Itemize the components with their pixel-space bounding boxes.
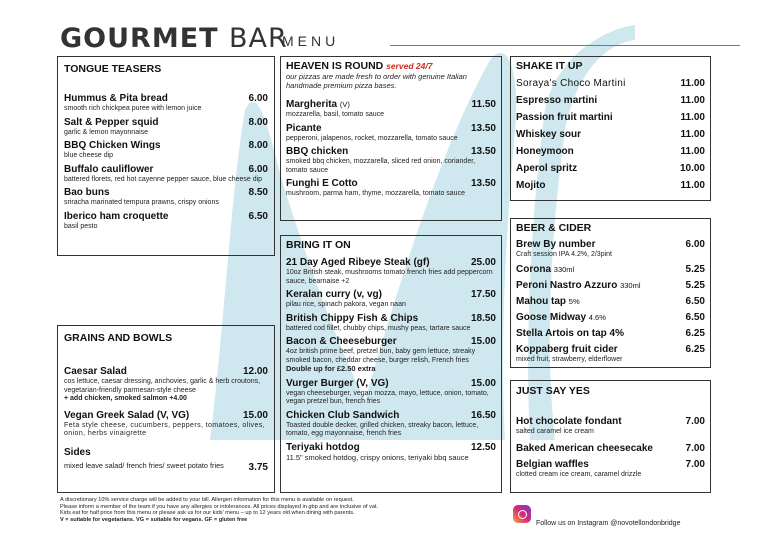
item-price: 15.00 (470, 377, 496, 389)
item-desc: mozzarella, basil, tomato sauce (286, 111, 385, 118)
list-item (286, 442, 496, 463)
instagram-icon[interactable] (513, 505, 531, 523)
item-desc: sriracha marinated tempura prawns, crispy onions (64, 199, 219, 206)
item-price: 8.50 (248, 187, 268, 198)
item-desc: pepperoni, jalapenos, rocket, mozzarella, tomato sauce (286, 134, 458, 142)
item-price: 18.50 (470, 312, 496, 324)
item-desc (286, 348, 496, 375)
section-title: BEER & CIDER (516, 222, 592, 234)
item-name: Salt & Pepper squid (64, 116, 159, 128)
list-item (286, 257, 496, 286)
beer-cider-section (510, 218, 711, 368)
item-price: 6.00 (685, 239, 705, 250)
list-item (286, 313, 496, 334)
footer-line: V = suitable for vegetarians. VG = suitable for vegans. GF = gluten free (60, 516, 248, 523)
item-name: Keralan curry (v, vg) (286, 289, 382, 300)
item-desc: Feta style cheese, cucumbers, peppers, tomatoes, olives, onion, herbs vinaigrette (64, 421, 265, 437)
item-name: Funghi E Cotto (286, 178, 358, 189)
item-price: 7.00 (685, 442, 705, 454)
item-price: 16.50 (470, 409, 496, 421)
item-price: 12.00 (242, 366, 268, 377)
item-name (516, 296, 705, 308)
section-title-text: HEAVEN IS ROUND (286, 60, 384, 72)
list-item (516, 95, 705, 107)
item-price: 6.25 (685, 327, 705, 339)
item-price: 6.00 (248, 163, 268, 175)
item-price: 13.50 (470, 122, 496, 134)
item-name: Passion fruit martini (516, 112, 613, 123)
item-price: 7.00 (685, 458, 705, 470)
item-price: 8.00 (248, 140, 268, 151)
list-item (286, 378, 496, 407)
item-price: 5.25 (685, 263, 705, 275)
item-price: 11.00 (680, 180, 705, 191)
item-tag: (V) (339, 100, 350, 109)
section-title: BRING IT ON (286, 239, 351, 251)
item-price: 6.50 (685, 295, 705, 307)
item-price: 5.25 (685, 279, 705, 291)
list-item (516, 459, 705, 480)
item-size: 330ml (553, 264, 575, 274)
item-extra: Double up for £2.50 extra (286, 364, 376, 373)
list-item (516, 443, 705, 455)
item-price: 6.00 (248, 93, 268, 104)
list-item (516, 239, 705, 260)
item-price: 6.50 (685, 311, 705, 323)
item-extra: + add chicken, smoked salmon +4.00 (64, 395, 187, 402)
section-title: SHAKE IT UP (516, 60, 583, 72)
pizza-intro: our pizzas are made fresh to order with genuine Italian handmade premium pizza bases. (286, 72, 467, 90)
brand-word-bar: BAR (228, 23, 288, 54)
item-desc: mixed fruit, strawberry, elderflower (516, 355, 623, 363)
item-name (516, 312, 705, 324)
item-price: 13.50 (470, 178, 496, 189)
item-name: Picante (286, 122, 322, 134)
list-item (286, 146, 496, 175)
item-desc: Toasted double decker, grilled chicken, streaky bacon, lettuce, tomato, egg mayonnaise, french fries (286, 421, 479, 437)
item-name: Vegan Greek Salad (V, VG) (64, 409, 190, 421)
item-desc: battered florets, red hot cayenne pepper sauce, blue cheese dip (64, 175, 263, 183)
item-abv: 4.6% (588, 312, 606, 322)
list-item (286, 99, 496, 120)
item-name: Iberico ham croquette (64, 210, 169, 222)
item-name: Belgian waffles (516, 458, 589, 470)
list-item (64, 93, 268, 114)
item-name: Brew By number (516, 239, 596, 250)
footer-line: A discretionary 10% service charge will be added to your bill. Allergen information for this menu is available on request. (60, 497, 354, 503)
item-desc: blue cheese dip (64, 152, 114, 159)
menu-word: MENU (282, 33, 340, 49)
list-item (286, 336, 496, 375)
item-price: 11.00 (680, 112, 705, 123)
list-item (516, 344, 705, 365)
item-size: 330ml (620, 280, 641, 290)
list-item (64, 117, 268, 138)
list-item (64, 187, 268, 208)
item-price: 6.25 (685, 343, 705, 355)
list-item (64, 366, 268, 404)
item-name: BBQ Chicken Wings (64, 140, 161, 151)
item-price: 11.00 (680, 129, 705, 140)
list-item (286, 289, 496, 310)
item-price: 11.00 (680, 95, 705, 106)
menu-header (60, 24, 740, 54)
item-name-text: Margherita (286, 99, 338, 110)
list-item (516, 416, 705, 437)
footer-notes (60, 497, 510, 523)
list-item (516, 280, 705, 292)
item-name: Aperol spritz (516, 163, 578, 174)
item-price: 11.00 (680, 146, 705, 157)
list-item (516, 180, 705, 192)
list-item (64, 164, 268, 185)
item-name: Baked American cheesecake (516, 442, 653, 454)
grains-bowls-section (57, 325, 275, 493)
item-desc: smoked bbq chicken, mozzarella, sliced red onion, coriander, tomato sauce (286, 158, 476, 174)
list-item (64, 410, 268, 439)
item-price: 12.50 (470, 441, 496, 453)
item-desc: 10oz British steak, mushrooms tomato french fries add peppercorn sauce, bearnaise +2 (286, 269, 493, 285)
item-desc: salted caramel ice cream (516, 428, 594, 435)
item-name: Sides (64, 446, 91, 458)
item-name: Buffalo cauliflower (64, 163, 154, 175)
brand-word-gourmet: GOURMET (60, 23, 219, 54)
item-price: 13.50 (470, 146, 496, 157)
item-name: Chicken Club Sandwich (286, 409, 400, 421)
item-name: British Chippy Fish & Chips (286, 312, 419, 324)
item-name: Honeymoon (516, 146, 574, 157)
list-item (516, 312, 705, 324)
section-title: GRAINS AND BOWLS (64, 332, 173, 344)
item-name: Espresso martini (516, 95, 598, 106)
section-title: TONGUE TEASERS (64, 63, 162, 75)
brand-logo (60, 24, 288, 54)
item-desc: clotted cream ice cream, caramel drizzle (516, 470, 642, 478)
item-name: Bao buns (64, 187, 110, 198)
item-name: Caesar Salad (64, 366, 127, 377)
item-desc: garlic & lemon mayonnaise (64, 128, 149, 136)
item-desc: Craft session IPA 4.2%, 2/3pint (516, 251, 612, 258)
item-name: Koppaberg fruit cider (516, 343, 618, 355)
item-name: BBQ chicken (286, 146, 349, 157)
list-item (516, 129, 705, 141)
served-badge: served 24/7 (386, 61, 433, 71)
item-price: 7.00 (685, 416, 705, 427)
item-price: 15.00 (242, 409, 268, 421)
item-name: Mojito (516, 180, 546, 191)
instagram-handle[interactable]: Follow us on Instagram @novotellondonbridge (536, 520, 681, 527)
item-desc: smooth rich chickpea puree with lemon juice (64, 105, 202, 112)
item-name: Hummus & Pita bread (64, 93, 168, 104)
item-name: Bacon & Cheeseburger (286, 336, 397, 347)
item-price: 11.50 (471, 99, 496, 110)
list-item (64, 211, 268, 232)
list-item (516, 146, 705, 158)
item-desc: mixed leave salad/ french fries/ sweet potato fries (64, 460, 224, 470)
item-name-text: Goose Midway (516, 311, 587, 323)
item-name (286, 99, 496, 111)
item-name: 21 Day Aged Ribeye Steak (gf) (286, 257, 430, 268)
list-item (516, 78, 705, 90)
list-item (64, 447, 268, 471)
item-name: Soraya's Choco Martini (516, 78, 626, 89)
footer-line: Please inform a member of the team if you have any allergies or intolerances. All prices displayed in gbp and are inclusive of vat. (60, 503, 379, 510)
item-desc: pilau rice, spinach pakora, vegan naan (286, 301, 406, 308)
list-item (516, 112, 705, 124)
item-price: 25.00 (470, 257, 496, 268)
item-price: 15.00 (470, 336, 496, 347)
list-item (64, 140, 268, 161)
section-title: JUST SAY YES (516, 385, 590, 397)
list-item (516, 328, 705, 340)
item-desc: cos lettuce, caesar dressing, anchovies, garlic & herb croutons, vegetarian-friendly parmesan-style cheese (64, 378, 261, 394)
item-desc-text: 4oz british prime beef, pretzel bun, baby gem lettuce, streaky smoked bacon, cheddar cheese, burger relish, French fries (286, 348, 476, 364)
item-desc: mushroom, parma ham, thyme, mozzarella, tomato sauce (286, 190, 465, 197)
item-name (516, 264, 705, 276)
item-name: Hot chocolate fondant (516, 416, 622, 427)
pizza-section (280, 56, 502, 221)
header-rule (390, 45, 740, 46)
section-title (286, 60, 496, 72)
item-price: 8.00 (248, 116, 268, 128)
item-price: 3.75 (248, 461, 268, 473)
item-price: 11.00 (680, 78, 705, 89)
cocktails-section (510, 56, 711, 201)
item-name: Whiskey sour (516, 129, 582, 140)
item-desc: basil pesto (64, 222, 98, 230)
item-name: Stella Artois on tap 4% (516, 327, 624, 339)
list-item (516, 296, 705, 308)
item-price: 6.50 (248, 210, 268, 222)
list-item (286, 410, 496, 439)
footer-line: Kids eat for half price from this menu or please ask us for our kids' menu – up to 12 years old when dining with parents. (60, 510, 355, 517)
list-item (516, 264, 705, 276)
item-price: 17.50 (470, 289, 496, 300)
item-name-text: Corona (516, 263, 551, 275)
list-item (286, 178, 496, 199)
mains-section (280, 235, 502, 493)
item-name-text: Peroni Nastro Azzuro (516, 279, 618, 291)
item-abv: 5% (568, 296, 580, 306)
item-desc: battered cod fillet, chubby chips, mushy peas, tartare sauce (286, 324, 471, 332)
item-desc: 11.5" smoked hotdog, crispy onions, teriyaki bbq sauce (286, 452, 469, 462)
desserts-section (510, 380, 711, 493)
item-price: 10.00 (679, 163, 705, 174)
item-desc: vegan cheeseburger, vegan mozza, mayo, lettuce, onion, tomato, vegan pretzel bun, french fries (286, 389, 489, 405)
item-name-text: Mahou tap (516, 295, 566, 307)
list-item (286, 123, 496, 144)
list-item (516, 163, 705, 175)
item-name: Teriyaki hotdog (286, 441, 360, 453)
item-name (516, 280, 705, 292)
tongue-teasers-section (57, 56, 275, 256)
item-name: Vurger Burger (V, VG) (286, 377, 389, 389)
